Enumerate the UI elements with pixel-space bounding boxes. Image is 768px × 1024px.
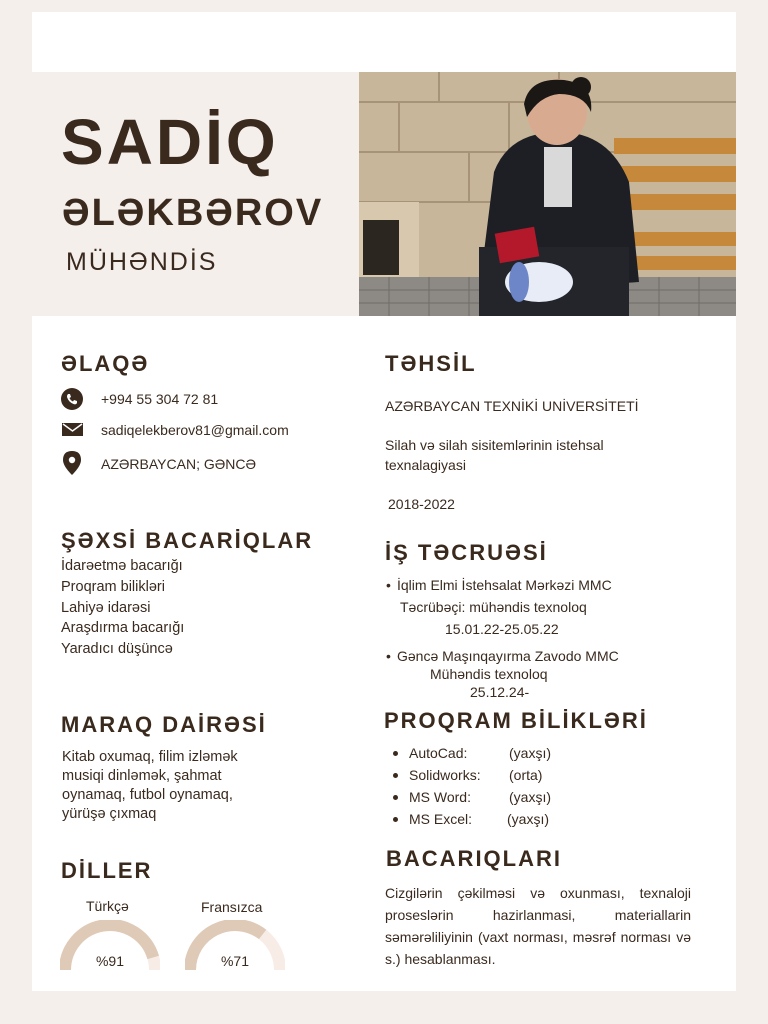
software-level: (yaxşı) — [509, 745, 551, 761]
last-name: ƏLƏKBƏROV — [62, 192, 324, 234]
bullet-icon — [393, 751, 398, 756]
list-item: Lahiyə idarəsi — [61, 599, 151, 616]
program-line-2: texnalagiyasi — [385, 457, 466, 473]
education-heading: TƏHSİL — [385, 351, 477, 376]
job-dates: 25.12.24- — [470, 684, 530, 700]
software-level: (yaxşı) — [507, 811, 549, 827]
software-heading: PROQRAM BİLİKLƏRİ — [384, 708, 648, 733]
software-name: AutoCad: — [409, 745, 468, 761]
personal-skills-heading: ŞƏXSİ BACARİQLAR — [61, 528, 314, 553]
language-name-turkish: Türkçə — [86, 898, 129, 914]
mail-icon — [62, 421, 83, 437]
job-title: Təcrübəçi: mühəndis texnoloq — [400, 599, 587, 615]
language-percent-french: %71 — [220, 953, 250, 969]
list-item: Araşdırma bacarığı — [61, 620, 185, 637]
interests-line: oynamaq, futbol oynamaq, — [62, 787, 233, 803]
language-gauge-french — [185, 920, 285, 975]
job-bullet: • — [386, 577, 391, 593]
list-item: Yaradıcı düşüncə — [61, 641, 173, 658]
job-title: Mühəndis texnoloq — [430, 666, 548, 682]
first-name: SADİQ — [61, 106, 279, 178]
software-level: (yaxşı) — [509, 789, 551, 805]
location-pin-icon — [63, 451, 81, 475]
languages-heading: DİLLER — [61, 858, 153, 883]
software-name: Solidworks: — [409, 767, 481, 783]
experience-heading: İŞ TƏCRUƏSİ — [385, 540, 548, 565]
interests-heading: MARAQ DAİRƏSİ — [61, 712, 267, 737]
list-item: Proqram bilikləri — [61, 578, 165, 595]
job-bullet: • — [386, 648, 391, 664]
software-name: MS Word: — [409, 789, 471, 805]
profile-photo — [359, 72, 736, 316]
personal-skills-list — [61, 556, 184, 660]
job-dates: 15.01.22-25.05.22 — [445, 621, 559, 637]
language-name-french: Fransızca — [201, 899, 263, 915]
job-title: MÜHƏNDİS — [66, 248, 218, 276]
interests-line: yürüşə çıxmaq — [62, 806, 157, 822]
email-address[interactable]: sadiqelekberov81@gmail.com — [101, 422, 289, 438]
list-item: İdarəetmə bacarığı — [61, 558, 183, 574]
phone-number[interactable]: +994 55 304 72 81 — [101, 391, 219, 407]
job-company: İqlim Elmi İstehsalat Mərkəzi MMC — [397, 577, 612, 593]
interests-line: musiqi dinləmək, şahmat — [62, 768, 222, 784]
bullet-icon — [393, 773, 398, 778]
job-company: Gəncə Maşınqayırma Zavodo MMC — [397, 648, 619, 664]
education-years: 2018-2022 — [388, 496, 455, 512]
language-percent-turkish: %91 — [95, 953, 125, 969]
bullet-icon — [393, 795, 398, 800]
abilities-text: Cizgilərin çəkilməsi və oxunması, texnaloji proseslərin hazirlanmasi, materiallarin səmərəliliyinin (vaxt norması, məsrəf norması və s.) hesablanması. — [385, 885, 691, 967]
bullet-icon — [393, 817, 398, 822]
software-name: MS Excel: — [409, 811, 473, 827]
location-text: AZƏRBAYCAN; GƏNCƏ — [101, 456, 257, 472]
interests-text — [62, 748, 332, 824]
software-level: (orta) — [509, 767, 543, 783]
program-line-1: Silah və silah sisitemlərinin istehsal — [385, 437, 604, 453]
contact-heading: ƏLAQƏ — [61, 351, 150, 376]
language-gauge-turkish — [60, 920, 160, 975]
university-name: AZƏRBAYCAN TEXNİKİ UNİVERSİTETİ — [385, 398, 639, 414]
interests-line: Kitab oxumaq, filim izləmək — [62, 749, 238, 765]
abilities-heading: BACARIQLARI — [386, 846, 562, 871]
phone-icon — [61, 388, 83, 410]
